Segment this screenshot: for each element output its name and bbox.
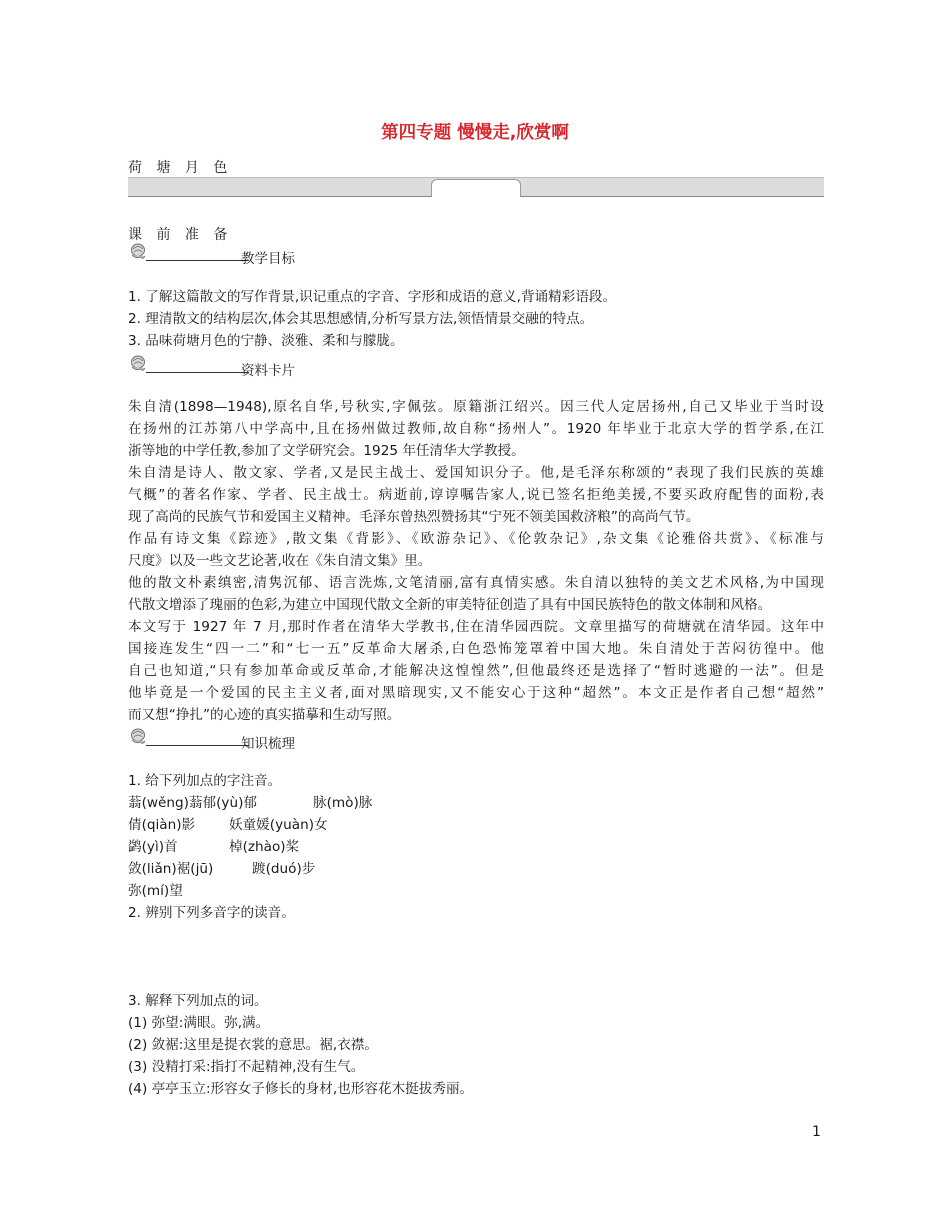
card-line: 作品有诗文集《踪迹》,散文集《背影》、《欧游杂记》、《伦敦杂记》,杂文集《论雅俗共赏》、《标准与 <box>128 531 824 547</box>
definition-item: (1) 弥望:满眼。弥,满。 <box>128 1015 270 1031</box>
card-line: 在扬州的江苏第八中学高中,且在扬州做过教师,故自称“扬州人”。1920 年毕业于北京大学的哲学系,在江 <box>128 421 824 437</box>
section-goals-heading <box>128 241 428 267</box>
page-title: 第四专题 慢慢走,欣赏啊 <box>381 123 569 143</box>
pron-row <box>128 836 828 858</box>
definitions-block <box>128 990 828 1100</box>
goal-item: 2. 理清散文的结构层次,体会其思想感情,分析写景方法,领悟情景交融的特点。 <box>128 311 594 327</box>
question-2: 2. 辨别下列多音字的读音。 <box>128 905 295 921</box>
section-card-heading <box>128 353 428 379</box>
card-line: 朱自清(1898—1948),原名自华,号秋实,字佩弦。原籍浙江绍兴。因三代人定居扬州,自己又毕业于当时设 <box>128 399 824 415</box>
pron-item: 鹢(yì)首 <box>128 839 178 855</box>
pron-item: 棹(zhào)桨 <box>229 839 300 855</box>
pron-item: 脉(mò)脉 <box>313 795 373 811</box>
header-tab <box>431 179 521 197</box>
card-line: 朱自清是诗人、散文家、学者,又是民主战士、爱国知识分子。他,是毛泽东称颂的“表现了我们民族的英雄 <box>128 465 824 481</box>
goal-item: 1. 了解这篇散文的写作背景,识记重点的字音、字形和成语的意义,背诵精彩语段。 <box>128 289 617 305</box>
definition-item: (3) 没精打采:指打不起精神,没有生气。 <box>128 1059 365 1075</box>
card-line: 而又想“挣扎”的心迹的真实描摹和生动写照。 <box>128 707 401 723</box>
section-underline <box>146 260 249 261</box>
pron-item: 妖童媛(yuàn)女 <box>229 817 328 833</box>
prep-heading: 课 前 准 备 <box>128 227 233 243</box>
question-1: 1. 给下列加点的字注音。 <box>128 773 282 789</box>
pron-item: 踱(duó)步 <box>252 861 316 877</box>
card-line: 气概”的著名作家、学者、民主战士。病逝前,谆谆嘱告家人,说已签名拒绝美援,不要买政府配售的面粉,表 <box>128 487 824 503</box>
goals-list <box>128 286 828 352</box>
card-line: 代散文增添了瑰丽的色彩,为建立中国现代散文全新的审美特征创造了具有中国民族特色的散文体制和风格。 <box>128 597 772 613</box>
flower-icon <box>128 726 148 746</box>
pron-row <box>128 858 828 880</box>
card-line: 浙等地的中学任教,参加了文学研究会。1925 年任清华大学教授。 <box>128 443 525 459</box>
pron-item: 敛(liǎn)裾(jū) <box>128 861 214 877</box>
question-3: 3. 解释下列加点的词。 <box>128 993 268 1009</box>
card-text <box>128 396 824 726</box>
goal-item: 3. 品味荷塘月色的宁静、淡雅、柔和与朦胧。 <box>128 333 404 349</box>
flower-icon <box>128 241 148 261</box>
page-number: 1 <box>812 1124 821 1140</box>
definition-item: (2) 敛裾:这里是提衣裳的意思。裾,衣襟。 <box>128 1037 378 1053</box>
pron-row <box>128 814 828 836</box>
card-line: 他毕竟是一个爱国的民主主义者,面对黑暗现实,又不能安心于这种“超然”。本文正是作者自己想“超然” <box>128 685 824 701</box>
pron-row <box>128 792 828 814</box>
pron-item: 倩(qiàn)影 <box>128 817 196 833</box>
section-label: 资料卡片 <box>241 363 295 379</box>
card-line: 本文写于 1927 年 7 月,那时作者在清华大学教书,住在清华园西院。文章里描写的荷塘就在清华园。这年中 <box>128 619 824 635</box>
card-line: 自己也知道,“只有参加革命或反革命,才能解决这惶惶然”,但他最终还是选择了“暂时逃避的一法”。但是 <box>128 663 824 679</box>
card-line: 他的散文朴素缜密,清隽沉郁、语言洗炼,文笔清丽,富有真情实感。朱自清以独特的美文艺术风格,为中国现 <box>128 575 824 591</box>
section-label: 知识梳理 <box>241 736 295 752</box>
section-knowledge-heading <box>128 726 428 752</box>
card-line: 国接连发生“四一二”和“七一五”反革命大屠杀,白色恐怖笼罩着中国大地。朱自清处于苦闷彷徨中。他 <box>128 641 824 657</box>
pron-item: 弥(mí)望 <box>128 883 183 899</box>
section-underline <box>146 745 249 746</box>
knowledge-block <box>128 770 828 924</box>
pron-row <box>128 880 828 902</box>
card-line: 尺度》以及一些文艺论著,收在《朱自清文集》里。 <box>128 553 432 569</box>
definition-item: (4) 亭亭玉立:形容女子修长的身材,也形容花木挺拔秀丽。 <box>128 1081 474 1097</box>
section-label: 教学目标 <box>241 251 295 267</box>
pron-item: 蓊(wěng)蓊郁(yù)郁 <box>128 795 257 811</box>
lesson-title: 荷 塘 月 色 <box>128 160 233 176</box>
section-underline <box>146 372 249 373</box>
flower-icon <box>128 353 148 373</box>
card-line: 现了高尚的民族气节和爱国主义精神。毛泽东曾热烈赞扬其“宁死不领美国救济粮”的高尚气节。 <box>128 509 700 525</box>
